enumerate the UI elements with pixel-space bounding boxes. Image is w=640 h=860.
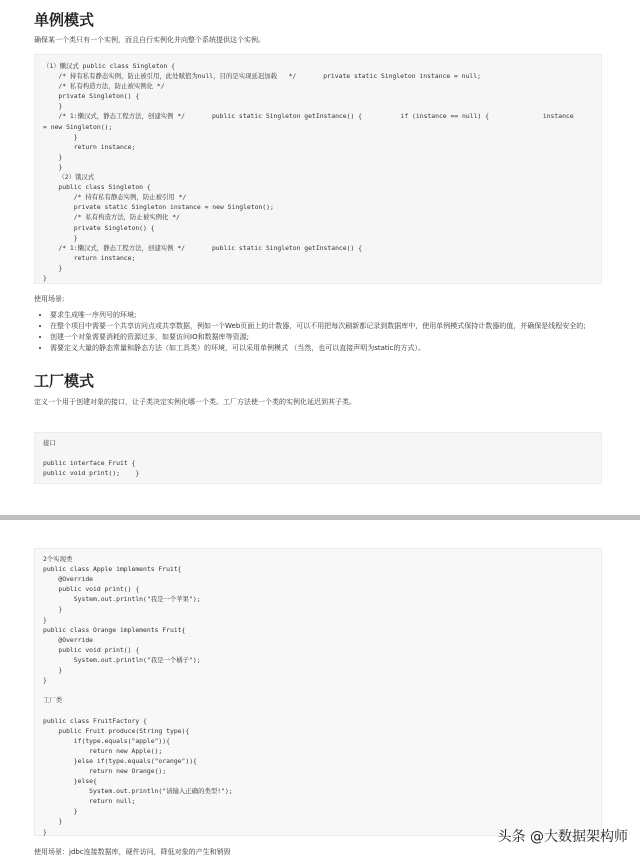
code-line: @Override bbox=[43, 635, 94, 644]
code-line: } bbox=[43, 263, 63, 272]
code-line: 2个实现类 bbox=[43, 555, 73, 563]
factory-interface-code bbox=[43, 438, 601, 478]
factory-title: 工厂模式 bbox=[34, 372, 95, 390]
code-line: } bbox=[43, 273, 47, 282]
code-line: @Override bbox=[43, 575, 94, 584]
code-line: return instance; bbox=[43, 253, 136, 262]
code-line: return new Orange(); bbox=[43, 766, 167, 775]
code-line: /* 持有私有静态实例，防止被引用 */ bbox=[43, 193, 187, 202]
watermark: 头条 @大数据架构师 bbox=[497, 829, 628, 845]
code-line: public class FruitFactory { bbox=[43, 716, 147, 725]
code-line: /* 1:懒汉式，静态工程方法，创建实例 */ public static Singleton getInstance() { if (instance == null) { instance bbox=[43, 112, 574, 121]
code-line: （2）饿汉式 bbox=[43, 173, 95, 182]
code-line: /* 1:懒汉式，静态工程方法，创建实例 */ public static Singleton getInstance() { bbox=[43, 243, 363, 252]
code-line: } bbox=[43, 666, 63, 675]
singleton-code-block bbox=[34, 54, 602, 284]
page-section-bottom bbox=[0, 520, 640, 860]
code-line: private static Singleton instance = new Singleton(); bbox=[43, 203, 274, 212]
code-line bbox=[43, 705, 601, 715]
code-line: return null; bbox=[43, 797, 136, 806]
code-line: return instance; bbox=[43, 142, 136, 151]
code-line: } bbox=[43, 605, 63, 614]
code-line: } bbox=[43, 132, 78, 141]
code-line: 接口 bbox=[43, 439, 56, 447]
code-line: public Fruit produce(String type){ bbox=[43, 726, 190, 735]
singleton-code bbox=[43, 61, 601, 283]
singleton-usage-label: 使用场景: bbox=[34, 295, 65, 303]
code-line: } bbox=[43, 676, 47, 685]
code-line: （1）懒汉式 public class Singleton { bbox=[43, 62, 175, 70]
code-line: public void print() { bbox=[43, 645, 140, 654]
singleton-description: 确保某一个类只有一个实例，而且自行实例化并向整个系统提供这个实例。 bbox=[34, 36, 265, 44]
singleton-usage-list bbox=[34, 310, 610, 354]
factory-description: 定义一个用于创建对象的接口，让子类决定实例化哪一个类。工厂方法使一个类的实例化延迟到其子类。 bbox=[34, 398, 356, 406]
code-line: } bbox=[43, 162, 63, 171]
code-line: } bbox=[43, 615, 47, 624]
code-line: public class Singleton { bbox=[43, 183, 151, 192]
code-line: public interface Fruit { bbox=[43, 459, 136, 468]
code-line: public class Apple implements Fruit{ bbox=[43, 565, 182, 574]
code-line: }else{ bbox=[43, 777, 97, 786]
factory-usage-note: 使用场景：jdbc连接数据库，硬件访问，降低对象的产生和销毁 bbox=[34, 848, 231, 856]
usage-item: • 要求生成唯一序列号的环境; bbox=[50, 310, 610, 321]
code-line: System.out.println("我是一个橘子"); bbox=[43, 655, 201, 664]
singleton-title: 单例模式 bbox=[34, 11, 95, 29]
code-line: = new Singleton(); bbox=[43, 122, 113, 131]
code-line: }else if(type.equals("orange")){ bbox=[43, 756, 197, 765]
usage-item: • 创建一个对象需要消耗的资源过多，如要访问IO和数据库等资源; bbox=[50, 332, 610, 343]
code-line: System.out.println("请输入正确的类型!"); bbox=[43, 787, 233, 796]
factory-impl-code-block bbox=[34, 548, 602, 836]
code-line bbox=[43, 448, 601, 458]
code-line: /* 私有构造方法，防止被实例化 */ bbox=[43, 82, 165, 91]
code-line: } bbox=[43, 817, 63, 826]
code-line: private Singleton() { bbox=[43, 223, 155, 232]
code-line: /* 持有私有静态实例，防止被引用，此处赋值为null，目的是实现延迟加载 */ private static Singleton instance = null; bbox=[43, 72, 481, 81]
usage-item: • 在整个项目中需要一个共享访问点或共享数据，例如一个Web页面上的计数器，可以不用把每次刷新都记录到数据库中，使用单例模式保持计数器的值，并确保是线程安全的; bbox=[50, 321, 610, 332]
factory-impl-code bbox=[43, 554, 601, 837]
code-line: public class Orange implements Fruit{ bbox=[43, 625, 186, 634]
code-line: if(type.equals("apple")){ bbox=[43, 736, 170, 745]
code-line: } bbox=[43, 827, 47, 836]
code-line: } bbox=[43, 807, 78, 816]
code-line bbox=[43, 685, 601, 695]
code-line: } bbox=[43, 233, 78, 242]
code-line: private Singleton() { bbox=[43, 92, 140, 101]
factory-interface-code-block bbox=[34, 432, 602, 484]
code-line: public void print(); } bbox=[43, 469, 140, 478]
usage-item: • 需要定义大量的静态常量和静态方法（如工具类）的环境，可以采用单例模式 （当然，也可以直接声明为static的方式）。 bbox=[50, 343, 610, 354]
code-line: System.out.println("我是一个苹果"); bbox=[43, 595, 201, 604]
code-line: /* 私有构造方法，防止被实例化 */ bbox=[43, 213, 180, 222]
code-line: return new Apple(); bbox=[43, 746, 163, 755]
code-line: } bbox=[43, 102, 63, 111]
code-line: public void print() { bbox=[43, 585, 140, 594]
code-line: } bbox=[43, 152, 63, 161]
code-line: 工厂类 bbox=[43, 696, 63, 705]
